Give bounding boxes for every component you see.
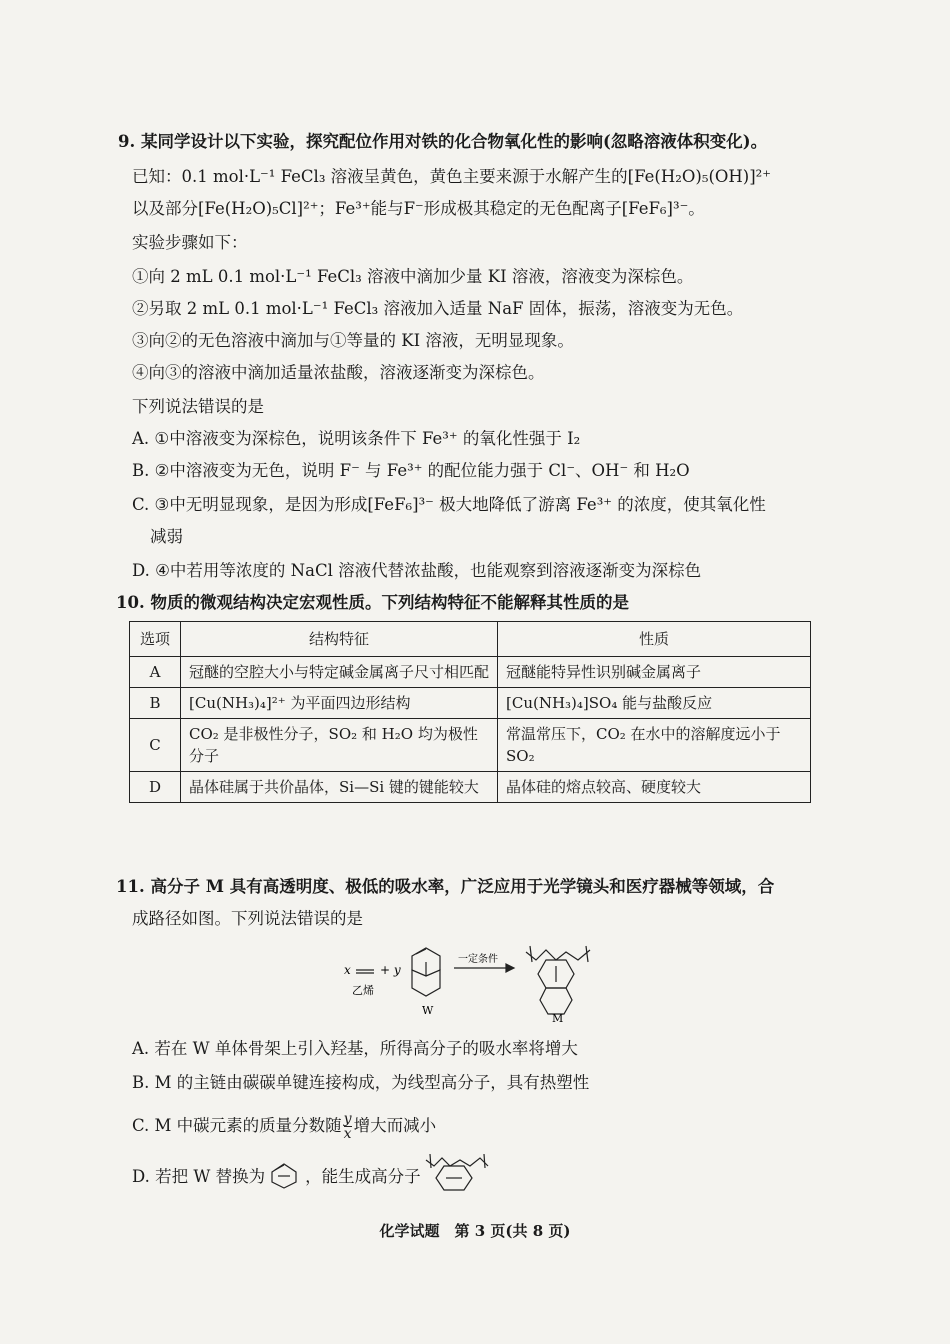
monomer-w-label: W: [422, 1004, 434, 1017]
table-cell-option: D: [130, 772, 181, 803]
cyclopentene-bicycle-icon: [266, 1160, 302, 1190]
table-cell-option: B: [130, 688, 181, 719]
q9-option-a: A. ①中溶液变为深棕色，说明该条件下 Fe³⁺ 的氧化性强于 I₂: [132, 429, 581, 448]
table-row: [130, 719, 811, 772]
q9-step-1: ①向 2 mL 0.1 mol·L⁻¹ FeCl₃ 溶液中滴加少量 KI 溶液，溶液变为深棕色。: [132, 267, 694, 286]
fraction-numerator: y: [343, 1111, 352, 1127]
q9-stem: 9. 某同学设计以下实验，探究配位作用对铁的化合物氧化性的影响(忽略溶液体积变化)。: [118, 132, 768, 151]
q11-option-d-pre: D. 若把 W 替换为: [132, 1167, 266, 1186]
table-cell-option: A: [130, 657, 181, 688]
q9-step-3: ③向②的无色溶液中滴加与①等量的 KI 溶液，无明显现象。: [132, 331, 574, 350]
table-cell-structure: CO₂ 是非极性分子，SO₂ 和 H₂O 均为极性分子: [181, 719, 498, 772]
page-footer: 化学试题 第 3 页(共 8 页): [379, 1222, 571, 1240]
q11-option-c: [132, 1112, 436, 1141]
q9-option-d: D. ④中若用等浓度的 NaCl 溶液代替浓盐酸，也能观察到溶液逐渐变为深棕色: [132, 561, 702, 580]
table-cell-property: [Cu(NH₃)₄]SO₄ 能与盐酸反应: [498, 688, 811, 719]
table-cell-structure: 冠醚的空腔大小与特定碱金属离子尺寸相匹配: [181, 657, 498, 688]
q10-table: [129, 621, 811, 803]
q9-option-c-line2: 减弱: [150, 527, 183, 546]
table-row: [130, 688, 811, 719]
q11-option-a: A. 若在 W 单体骨架上引入羟基，所得高分子的吸水率将增大: [132, 1039, 578, 1058]
q9-steps-title: 实验步骤如下：: [132, 233, 248, 252]
q11-option-c-post: 增大而减小: [353, 1116, 437, 1135]
reaction-scheme: [340, 942, 630, 1022]
q11-option-b: B. M 的主链由碳碳单键连接构成，为线型高分子，具有热塑性: [132, 1073, 590, 1092]
q9-option-b: B. ②中溶液变为无色，说明 F⁻ 与 Fe³⁺ 的配位能力强于 Cl⁻、OH⁻ 和 H₂O: [132, 461, 690, 480]
ethylene-structure: [356, 970, 374, 973]
plus-y: + y: [380, 963, 401, 977]
q9-known-2: 以及部分[Fe(H₂O)₅Cl]²⁺；Fe³⁺能与F⁻形成极其稳定的无色配离子[FeF₆]³⁻。: [132, 199, 705, 218]
ethylene-label: 乙烯: [352, 984, 374, 997]
coef-x: x: [344, 963, 351, 977]
table-header-option: 选项: [130, 622, 181, 657]
table-header-property: 性质: [498, 622, 811, 657]
table-header-structure: 结构特征: [181, 622, 498, 657]
monomer-w-structure: [412, 948, 440, 996]
table-row: [130, 772, 811, 803]
reaction-condition: 一定条件: [458, 954, 498, 965]
q11-option-c-pre: C. M 中碳元素的质量分数随: [132, 1116, 342, 1135]
q11-stem-line1: 11. 高分子 M 具有高透明度、极低的吸水率，广泛应用于光学镜头和医疗器械等领域，合: [116, 877, 775, 896]
reaction-arrow: [454, 964, 514, 972]
q9-option-c-line1: C. ③中无明显现象，是因为形成[FeF₆]³⁻ 极大地降低了游离 Fe³⁺ 的浓度，使其氧化性: [132, 495, 766, 514]
q9-question: 下列说法错误的是: [132, 397, 264, 416]
polymer-product-structure: [424, 1154, 494, 1194]
table-cell-property: 常温常压下，CO₂ 在水中的溶解度远小于 SO₂: [498, 719, 811, 772]
q11-option-d-post: ，能生成高分子: [305, 1167, 421, 1186]
q9-step-4: ④向③的溶液中滴加适量浓盐酸，溶液逐渐变为深棕色。: [132, 363, 545, 382]
table-cell-structure: 晶体硅属于共价晶体，Si—Si 键的键能较大: [181, 772, 498, 803]
y-over-x-fraction: [344, 1112, 352, 1141]
table-cell-option: C: [130, 719, 181, 772]
table-header-row: [130, 622, 811, 657]
q9-known-1: 已知：0.1 mol·L⁻¹ FeCl₃ 溶液呈黄色，黄色主要来源于水解产生的[Fe(H₂O)₅(OH)]²⁺: [132, 167, 772, 186]
fraction-denominator: x: [343, 1126, 352, 1142]
q11-stem-line2: 成路径如图。下列说法错误的是: [132, 909, 363, 928]
table-cell-structure: [Cu(NH₃)₄]²⁺ 为平面四边形结构: [181, 688, 498, 719]
table-cell-property: 冠醚能特异性识别碱金属离子: [498, 657, 811, 688]
table-row: [130, 657, 811, 688]
polymer-m-structure: [526, 946, 590, 1014]
q9-step-2: ②另取 2 mL 0.1 mol·L⁻¹ FeCl₃ 溶液加入适量 NaF 固体，振荡，溶液变为无色。: [132, 299, 744, 318]
q10-stem: 10. 物质的微观结构决定宏观性质。下列结构特征不能解释其性质的是: [116, 593, 629, 612]
polymer-m-label: M: [552, 1012, 564, 1022]
table-cell-property: 晶体硅的熔点较高、硬度较大: [498, 772, 811, 803]
